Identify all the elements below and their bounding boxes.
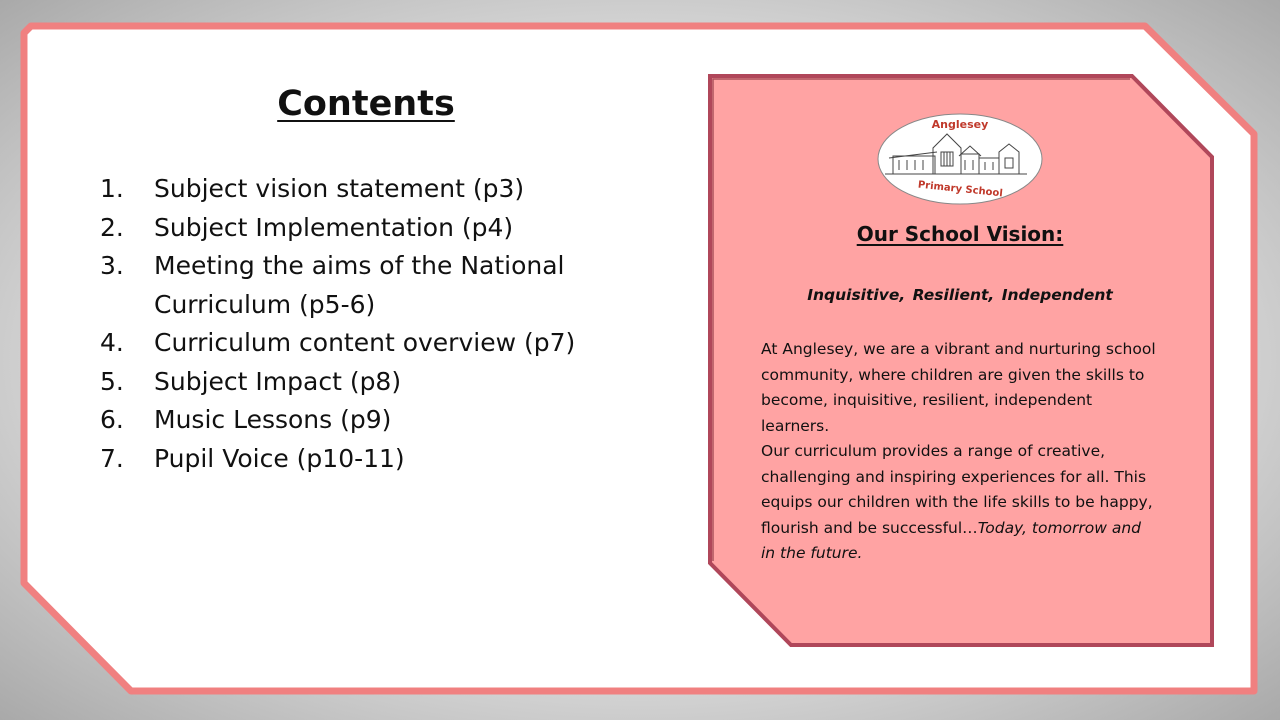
contents-item-number: 4.	[100, 328, 124, 357]
vision-text	[761, 337, 1156, 567]
contents-item-number: 3.	[100, 251, 124, 280]
contents-item	[100, 324, 604, 363]
contents-item-text: Subject Impact (p8)	[154, 366, 402, 396]
contents-item-number: 1.	[100, 174, 124, 203]
contents-item-text: Pupil Voice (p10-11)	[154, 443, 405, 473]
vision-paragraph: At Anglesey, we are a vibrant and nurturing school community, where children are given the skills to become, inquisitive, resilient, independent learners.	[761, 340, 1156, 435]
vision-paragraph	[761, 439, 1156, 567]
vision-paragraph-plain: Our curriculum provides a range of creative, challenging and inspiring experiences for all. This equips our children with the life skills to be happy, flourish and be successful…	[761, 442, 1153, 537]
contents-title: Contents	[277, 84, 455, 124]
contents-item	[100, 401, 604, 440]
contents-item	[100, 209, 604, 248]
contents-list	[100, 170, 604, 478]
contents-item	[100, 363, 604, 402]
vision-paragraph-italic: Today, tomorrow and in the future.	[761, 518, 1142, 562]
contents-item	[100, 170, 604, 209]
contents-item-text: Curriculum content overview (p7)	[154, 328, 576, 357]
logo-name-top: Anglesey	[931, 118, 989, 131]
vision-motto: Inquisitive, Resilient, Independent	[807, 286, 1113, 304]
contents-item-number: 2.	[100, 212, 124, 242]
contents-item-number: 6.	[100, 405, 124, 434]
logo-name-bottom: Primary School	[917, 179, 1004, 200]
contents-item-text: Subject vision statement (p3)	[154, 174, 525, 203]
contents-item	[100, 440, 604, 479]
vision-title: Our School Vision:	[856, 222, 1064, 246]
contents-item-text: Music Lessons (p9)	[154, 405, 392, 434]
contents-item-number: 5.	[100, 366, 124, 396]
contents-item-number: 7.	[100, 443, 124, 473]
contents-item-text: Meeting the aims of the National Curriculum (p5-6)	[154, 251, 565, 319]
contents-item	[100, 247, 604, 324]
contents-item-text: Subject Implementation (p4)	[154, 212, 514, 242]
school-logo	[875, 112, 1045, 207]
